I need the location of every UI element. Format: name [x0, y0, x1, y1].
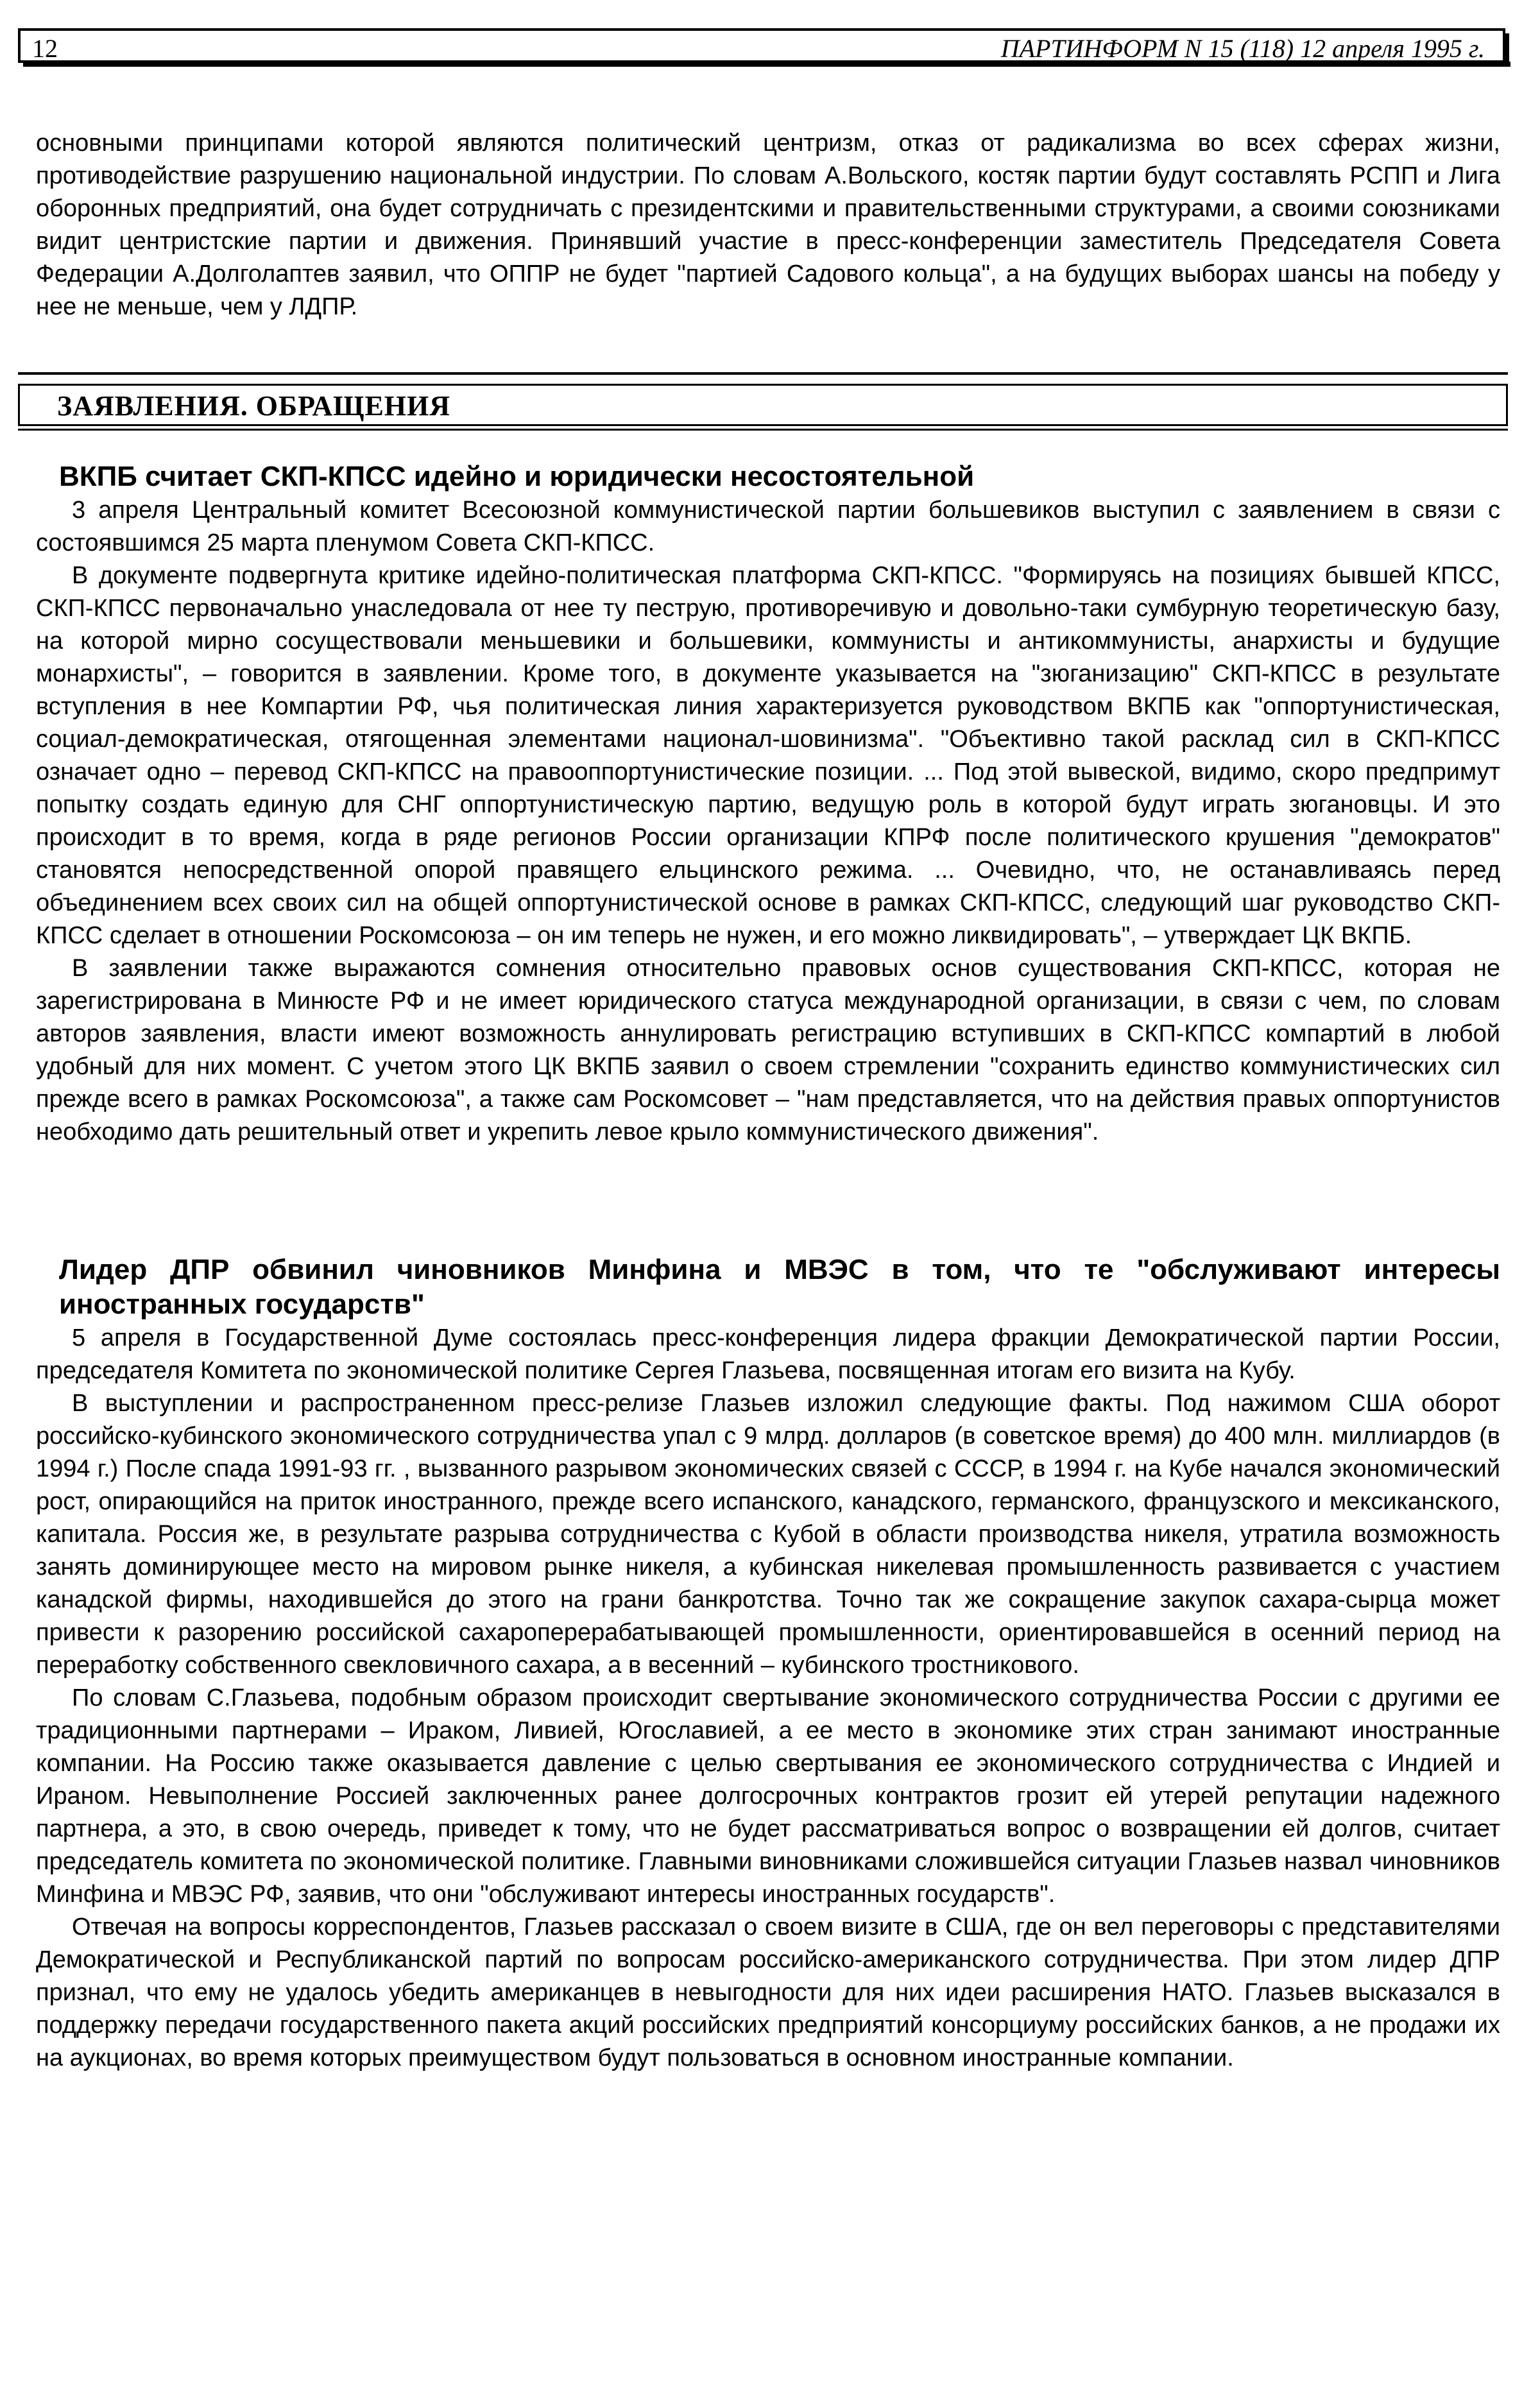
intro-continuation [36, 127, 1500, 323]
article-headline: Лидер ДПР обвинил чиновников Минфина и МВЭС в том, что те "обслуживают интересы иностранных государств" [59, 1254, 1500, 1320]
article-dpr [36, 1253, 1500, 2075]
article-paragraph: 5 апреля в Государственной Думе состоялась пресс-конференция лидера фракции Демократической партии России, председателя Комитета по экономической политике Сергея Глазьева, посвященная итогам его визита на Кубу. [36, 1324, 1500, 1384]
article-vkpb [36, 459, 1500, 1149]
article-headline: ВКПБ считает СКП-КПСС идейно и юридически несостоятельной [59, 461, 975, 492]
article-paragraph: По словам С.Глазьева, подобным образом происходит свертывание экономического сотрудничества России с другими ее традиционными партнерами – Ираком, Ливией, Югославией, а ее место в экономике этих стран занимают иностранные компании. На Россию также оказывается давление с целью свертывания ее экономического сотрудничества с Индией и Ираном. Невыполнение Россией заключенных ранее долгосрочных контрактов грозит ей утерей репутации надежного партнера, а это, в свою очередь, приведет к тому, что не будет рассматриваться вопрос о возвращении ей долгов, считает председатель комитета по экономической политике. Главными виновниками сложившейся ситуации Глазьев назвал чиновников Минфина и МВЭС РФ, заявив, что они "обслуживают интересы иностранных государств". [36, 1684, 1500, 1908]
publication-title: ПАРТИНФОРМ N 15 (118) 12 апреля 1995 г. [1000, 34, 1485, 63]
article-paragraph: В документе подвергнута критике идейно-политическая платформа СКП-КПСС. "Формируясь на позициях бывшей КПСС, СКП-КПСС первоначально унаследовала от нее ту пеструю, противоречивую и довольно-таки сумбурную теоретическую базу, на которой мирно сосуществовали меньшевики и большевики, коммунисты и антикоммунисты, анархисты и будущие монархисты", – говорится в заявлении. Кроме того, в документе указывается на "зюганизацию" СКП-КПСС в результате вступления в нее Компартии РФ, чья политическая линия характеризуется руководством ВКПБ как "оппортунистическая, социал-демократическая, отягощенная элементами национал-шовинизма". "Объективно такой расклад сил в СКП-КПСС означает одно – перевод СКП-КПСС на правооппортунистические позиции. ... Под этой вывеской, видимо, скоро предпримут попытку создать единую для СНГ оппортунистическую партию, ведущую роль в которой будут играть зюгановцы. И это происходит в то время, когда в ряде регионов России организации КПРФ после политического крушения "демократов" становятся непосредственной опорой правящего ельцинского режима. ... Очевидно, что, не останавливаясь перед объединением всех своих сил на общей оппортунистической основе в рамках СКП-КПСС, следующий шаг руководство СКП-КПСС сделает в отношении Роскомсоюза – он им теперь не нужен, и его можно ликвидировать", – утверждает ЦК ВКПБ. [36, 562, 1500, 949]
intro-paragraph: основными принципами которой являются политический центризм, отказ от радикализма во всех сферах жизни, противодействие разрушению национальной индустрии. По словам А.Вольского, костяк партии будут составлять РСПП и Лига оборонных предприятий, она будет сотрудничать с президентскими и правительственными структурами, а своими союзниками видит центристские партии и движения. Принявший участие в пресс-конференции заместитель Председателя Совета Федерации А.Долголаптев заявил, что ОППР не будет "партией Садового кольца", а на будущих выборах шансы на победу у нее не меньше, чем у ЛДПР. [36, 130, 1500, 320]
article-paragraph: В выступлении и распространенном пресс-релизе Глазьев изложил следующие факты. Под нажимом США оборот российско-кубинского экономического сотрудничества упал с 9 млрд. долларов (в советское время) до 400 млн. миллиардов (в 1994 г.) После спада 1991-93 гг. , вызванного разрывом экономических связей с СССР, в 1994 г. на Кубе начался экономический рост, опирающийся на приток иностранного, прежде всего испанского, канадского, германского, французского и мексиканского, капитала. Россия же, в результате разрыва сотрудничества с Кубой в области производства никеля, утратила возможность занять доминирующее место на мировом рынке никеля, а кубинская никелевая промышленность развивается с участием канадской фирмы, находившейся до этого на грани банкротства. Точно так же сокращение закупок сахара-сырца может привести к разорению российской сахароперерабатывающей промышленности, ориентировавшейся в осенний период на переработку собственного свекловичного сахара, а в весенний – кубинского тростникового. [36, 1390, 1500, 1679]
section-title: ЗАЯВЛЕНИЯ. ОБРАЩЕНИЯ [57, 390, 451, 422]
article-paragraph: Отвечая на вопросы корреспондентов, Глазьев рассказал о своем визите в США, где он вел переговоры с представителями Демократической и Республиканской партий по вопросам российско-американского сотрудничества. При этом лидер ДПР признал, что ему не удалось убедить американцев в невыгодности для них идеи расширения НАТО. Глазьев высказался в поддержку передачи государственного пакета акций российских предприятий консорциуму российских банков, а не продажи их на аукционах, во время которых преимуществом будут пользоваться в основном иностранные компании. [36, 1914, 1500, 2071]
page-number: 12 [32, 34, 58, 63]
section-rule-bottom [18, 429, 1508, 431]
section-header [18, 384, 1508, 426]
section-rule-top [18, 372, 1508, 375]
article-paragraph: В заявлении также выражаются сомнения относительно правовых основ существования СКП-КПСС, которая не зарегистрирована в Минюсте РФ и не имеет юридического статуса международной организации, в связи с чем, по словам авторов заявления, власти имеют возможность аннулировать регистрацию вступивших в СКП-КПСС компартий в любой удобный для них момент. С учетом этого ЦК ВКПБ заявил о своем стремлении "сохранить единство коммунистических сил прежде всего в рамках Роскомсоюза", а также сам Роскомсовет – "нам представляется, что на действия правых оппортунистов необходимо дать решительный ответ и укрепить левое крыло коммунистического движения". [36, 955, 1500, 1145]
running-header [18, 28, 1505, 63]
article-paragraph: 3 апреля Центральный комитет Всесоюзной коммунистической партии большевиков выступил с заявлением в связи с состоявшимся 25 марта пленумом Совета СКП-КПСС. [36, 497, 1500, 556]
